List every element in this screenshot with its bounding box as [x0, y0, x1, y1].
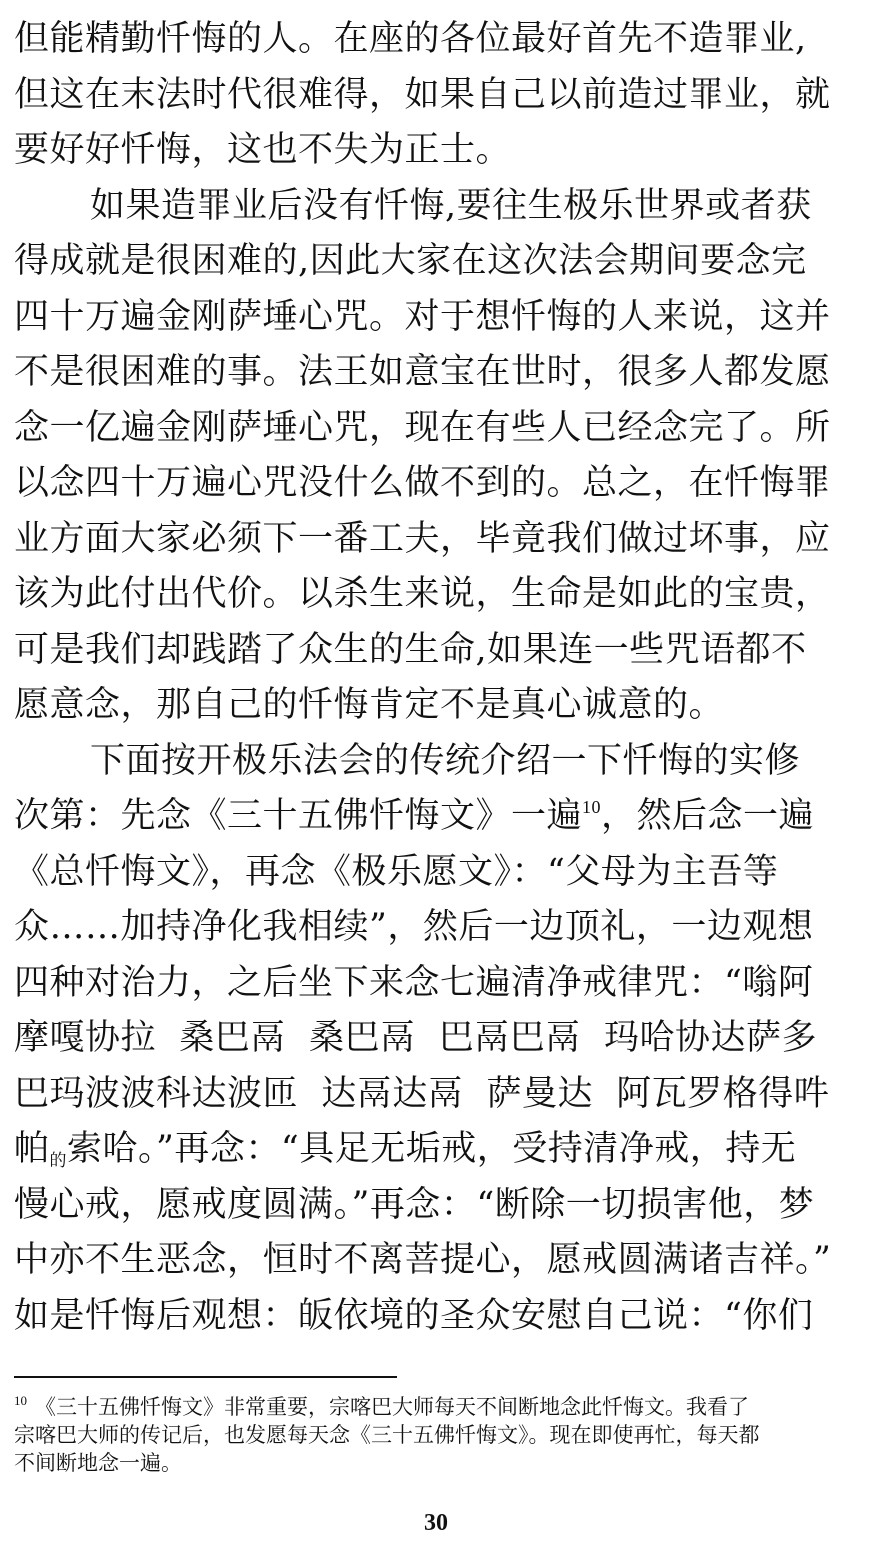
footnote-line	[14, 1393, 860, 1421]
text-line: 四十万遍金刚萨埵心咒。对于想忏悔的人来说，这并	[14, 296, 831, 337]
text-line: 可是我们却践踏了众生的生命,如果连一些咒语都不	[14, 629, 807, 670]
footnote-line: 宗喀巴大师的传记后，也发愿每天念《三十五佛忏悔文》。现在即使再忙，每天都	[14, 1423, 760, 1447]
text-line: 但这在末法时代很难得，如果自己以前造过罪业，就	[14, 74, 831, 115]
text-line: 下面按开极乐法会的传统介绍一下忏悔的实修	[90, 740, 801, 781]
small-character: 的	[49, 1151, 68, 1171]
text-line	[14, 789, 860, 845]
text-line: 但能精勤忏悔的人。在座的各位最好首先不造罪业,	[14, 19, 807, 59]
text-line: 如果造罪业后没有忏悔,要往生极乐世界或者获	[90, 185, 812, 226]
text-line: 愿意念，那自己的忏悔肯定不是真心诚意的。	[14, 685, 725, 725]
text-line: 中亦不生恶念，恒时不离菩提心，愿戒圆满诸吉祥。”	[14, 1240, 832, 1280]
text-line	[14, 1122, 860, 1178]
footnote-text: 《三十五佛忏悔文》非常重要，宗喀巴大师每天不间断地念此忏悔文。我看了	[35, 1395, 749, 1419]
footnote-reference[interactable]: 10	[582, 797, 602, 817]
text-line: 以念四十万遍心咒没什么做不到的。总之，在忏悔罪	[14, 463, 831, 503]
footnote-divider	[14, 1376, 397, 1378]
text-line: 四种对治力，之后坐下来念七遍清净戒律咒：“嗡阿	[14, 962, 814, 1003]
body-text	[14, 12, 860, 1344]
text-line: 巴玛波波科达波匝 达鬲达鬲 萨曼达 阿瓦罗格得吽	[14, 1073, 830, 1114]
footnote-number: 10	[14, 1393, 27, 1408]
text-span: 次第：先念《三十五佛忏悔文》一遍	[14, 796, 583, 836]
text-span: ，然后念一遍	[601, 796, 815, 836]
text-line: 得成就是很困难的,因此大家在这次法会期间要念完	[14, 241, 807, 281]
text-line: 《总忏悔文》，再念《极乐愿文》：“父母为主吾等	[14, 851, 779, 892]
text-span: 帕	[14, 1129, 50, 1169]
text-line: 该为此付出代价。以杀生来说，生命是如此的宝贵，	[14, 574, 831, 614]
footnote	[14, 1393, 860, 1477]
text-line: 要好好忏悔，这也不失为正士。	[14, 130, 512, 170]
text-line: 慢心戒，愿戒度圆满。”再念：“断除一切损害他，梦	[14, 1184, 815, 1225]
text-line: 众……加持净化我相续”，然后一边顶礼，一边观想	[14, 907, 814, 947]
footnote-line: 不间断地念一遍。	[14, 1451, 182, 1475]
text-line: 念一亿遍金刚萨埵心咒，现在有些人已经念完了。所	[14, 407, 831, 448]
text-line: 如是忏悔后观想：皈依境的圣众安慰自己说：“你们	[14, 1295, 814, 1336]
text-line: 摩嘎协拉 桑巴鬲 桑巴鬲 巴鬲巴鬲 玛哈协达萨多	[14, 1018, 818, 1058]
text-span: 索哈。”再念：“具足无垢戒，受持清净戒，持无	[67, 1129, 797, 1169]
text-line: 业方面大家必须下一番工夫，毕竟我们做过坏事，应	[14, 518, 831, 559]
text-line: 不是很困难的事。法王如意宝在世时，很多人都发愿	[14, 352, 831, 392]
page-number: 30	[424, 1510, 448, 1536]
